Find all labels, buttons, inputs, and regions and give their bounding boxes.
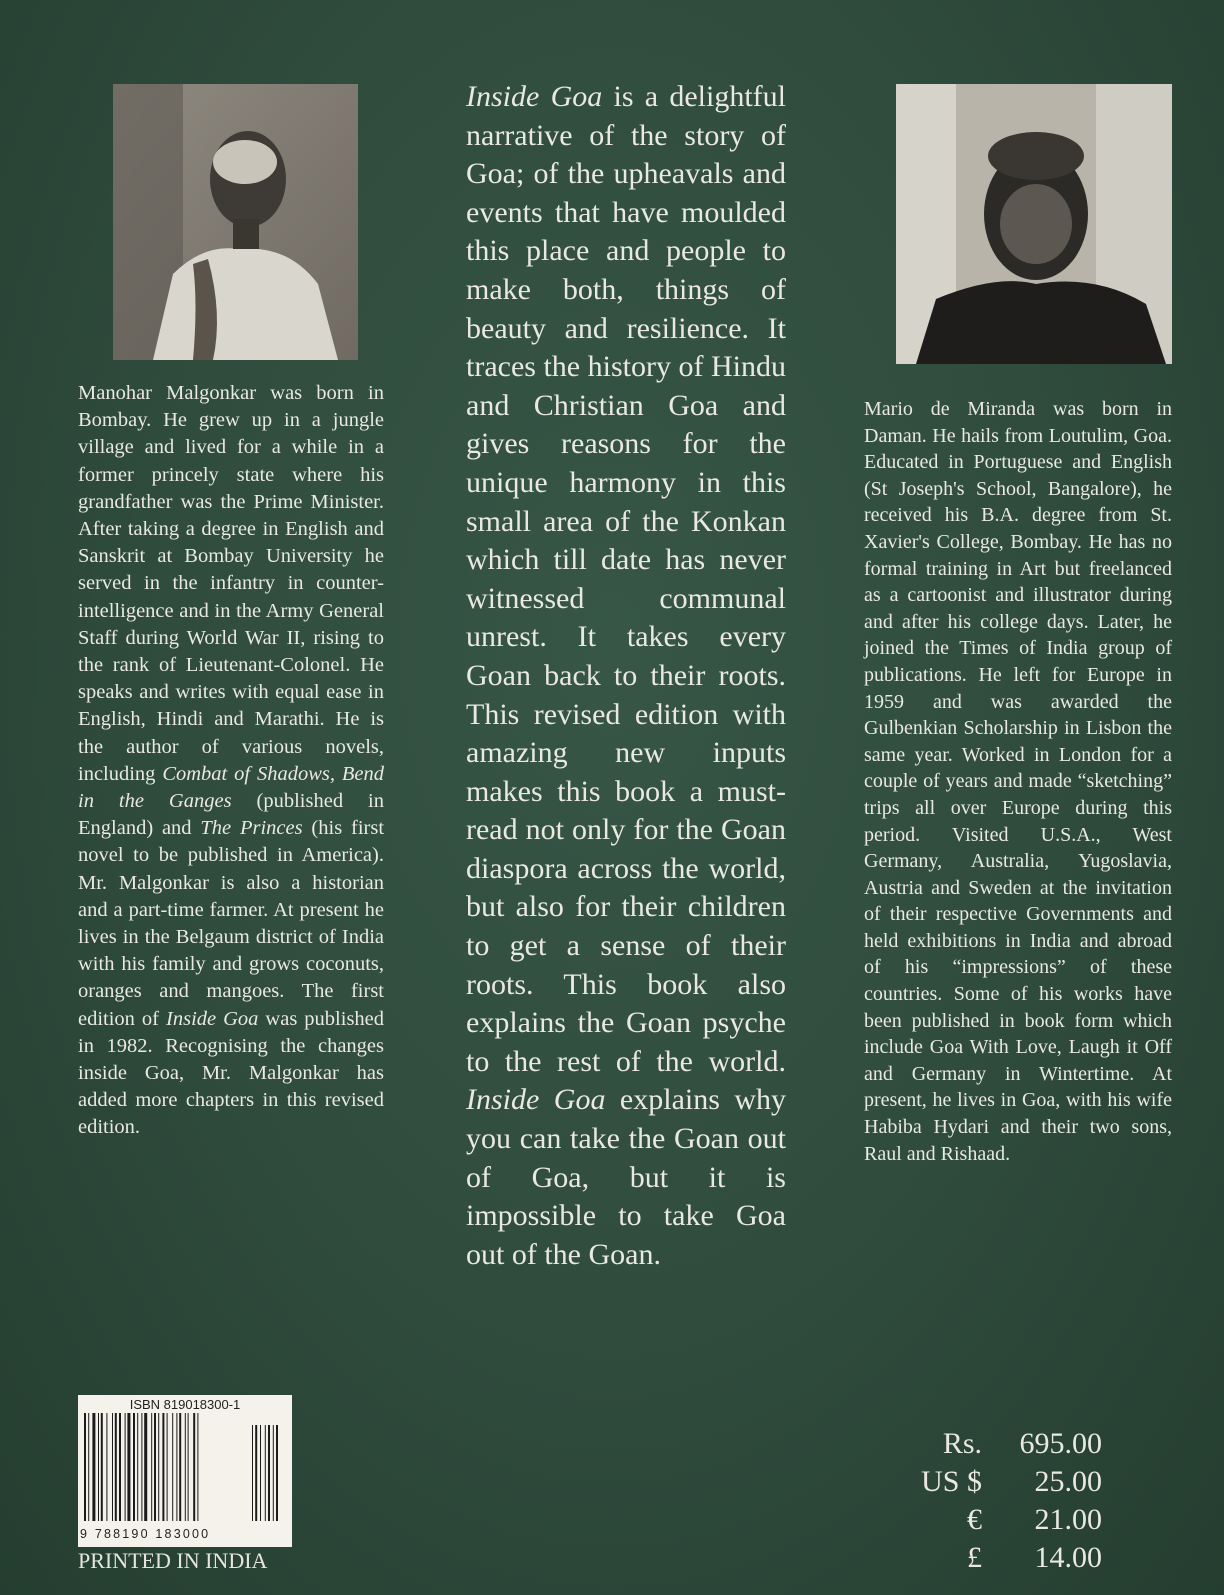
author-bio-text-2: (published in England) and: [78, 790, 384, 840]
price-currency: £: [967, 1541, 982, 1574]
blurb-text-2: explains why you can take the Goan out of Goa, but it is impossible to take Goa out of the Goan.: [466, 1083, 787, 1271]
blurb-title-2: Inside Goa: [466, 1083, 606, 1117]
barcode-digits: 9 788190 183000: [80, 1527, 211, 1541]
price-currency: Rs.: [942, 1427, 982, 1460]
blurb-title-1: Inside Goa: [466, 80, 603, 113]
author-bio-text-1: Manohar Malgonkar was born in Bombay. He grew up in a jungle village and lived for a while in a former princely state where his grandfather was the Prime Minister. After taking a degree in English and Sanskrit at Bombay University he served in the infantry in counter-intelligence and in the Army General Staff during World War II, rising to the rank of Lieutenant-Colonel. He speaks and writes with equal ease in English, Hindi and Marathi. He is the author of various novels, including: [78, 382, 384, 785]
price-amount: 21.00: [1034, 1503, 1102, 1536]
author-photo-malgonkar: [113, 84, 358, 360]
price-amount: 14.00: [1034, 1541, 1102, 1574]
price-row: [906, 1463, 1126, 1501]
author-bio-book-1: Combat of Shadows, Bend in the Ganges: [78, 762, 384, 813]
isbn-number: ISBN 819018300-1: [129, 1397, 241, 1412]
price-list: [906, 1425, 1126, 1577]
author-bio-text-4: was published in 1982. Recognising the changes inside Goa, Mr. Malgonkar has added more chapters in this revised edition.: [78, 1007, 385, 1139]
price-currency: €: [967, 1503, 982, 1536]
price-row: [906, 1501, 1126, 1539]
author-bio-book-3: Inside Goa: [166, 1007, 259, 1030]
blurb-text-1: is a delightful narrative of the story of Goa; of the upheavals and events that have moulded this place and people to make both, things of beauty and resilience. It traces the history of Hindu and Christian Goa and gives reasons for the unique harmony in this small area of the Konkan which till date has never witnessed communal unrest. It takes every Goan back to their roots. This revised edition with amazing new inputs makes this book a must-read not only for the Goan diaspora across the world, but also for their children to get a sense of their roots. This book also explains the Goan psyche to the rest of the world.: [466, 80, 787, 1078]
illustrator-photo-miranda: [896, 84, 1172, 364]
price-amount: 25.00: [1034, 1465, 1102, 1498]
author-bio-text-3: (his first novel to be published in America). Mr. Malgonkar is also a historian and a part-time farmer. At present he lives in the Belgaum district of India with his family and grows coconuts, oranges and mangoes. The first edition of: [78, 817, 385, 1030]
isbn-barcode: [78, 1395, 292, 1547]
author-bio-book-2: The Princes: [200, 817, 303, 840]
author-bio: [78, 380, 384, 1142]
illustrator-bio: [864, 396, 1172, 1167]
price-amount: 695.00: [1019, 1427, 1102, 1460]
price-row: [906, 1539, 1126, 1577]
illustrator-bio-text: Mario de Miranda was born in Daman. He hails from Loutulim, Goa. Educated in Portuguese and English (St Joseph's School, Bangalore), he received his B.A. degree from St. Xavier's College, Bombay. He has no formal training in Art but freelanced as a cartoonist and illustrator during and after his college days. Later, he joined the Times of India group of publications. He left for Europe in 1959 and was awarded the Gulbenkian Scholarship in Lisbon the same year. Worked in London for a couple of years and made “sketching” trips all over Europe during this period. Visited U.S.A., West Germany, Australia, Yugoslavia, Austria and Sweden at the invitation of their respective Governments and held exhibitions in India and abroad of his “impressions” of these countries. Some of his works have been published in book form which include Goa With Love, Laugh it Off and Germany in Wintertime. At present, he lives in Goa, with his wife Habiba Hydari and their two sons, Raul and Rishaad.: [864, 398, 1172, 1165]
price-currency: US $: [921, 1465, 982, 1498]
barcode-bars: [84, 1413, 286, 1521]
price-row: [906, 1425, 1126, 1463]
printed-in-india: PRINTED IN INDIA: [78, 1548, 268, 1573]
book-blurb: [466, 78, 786, 1274]
